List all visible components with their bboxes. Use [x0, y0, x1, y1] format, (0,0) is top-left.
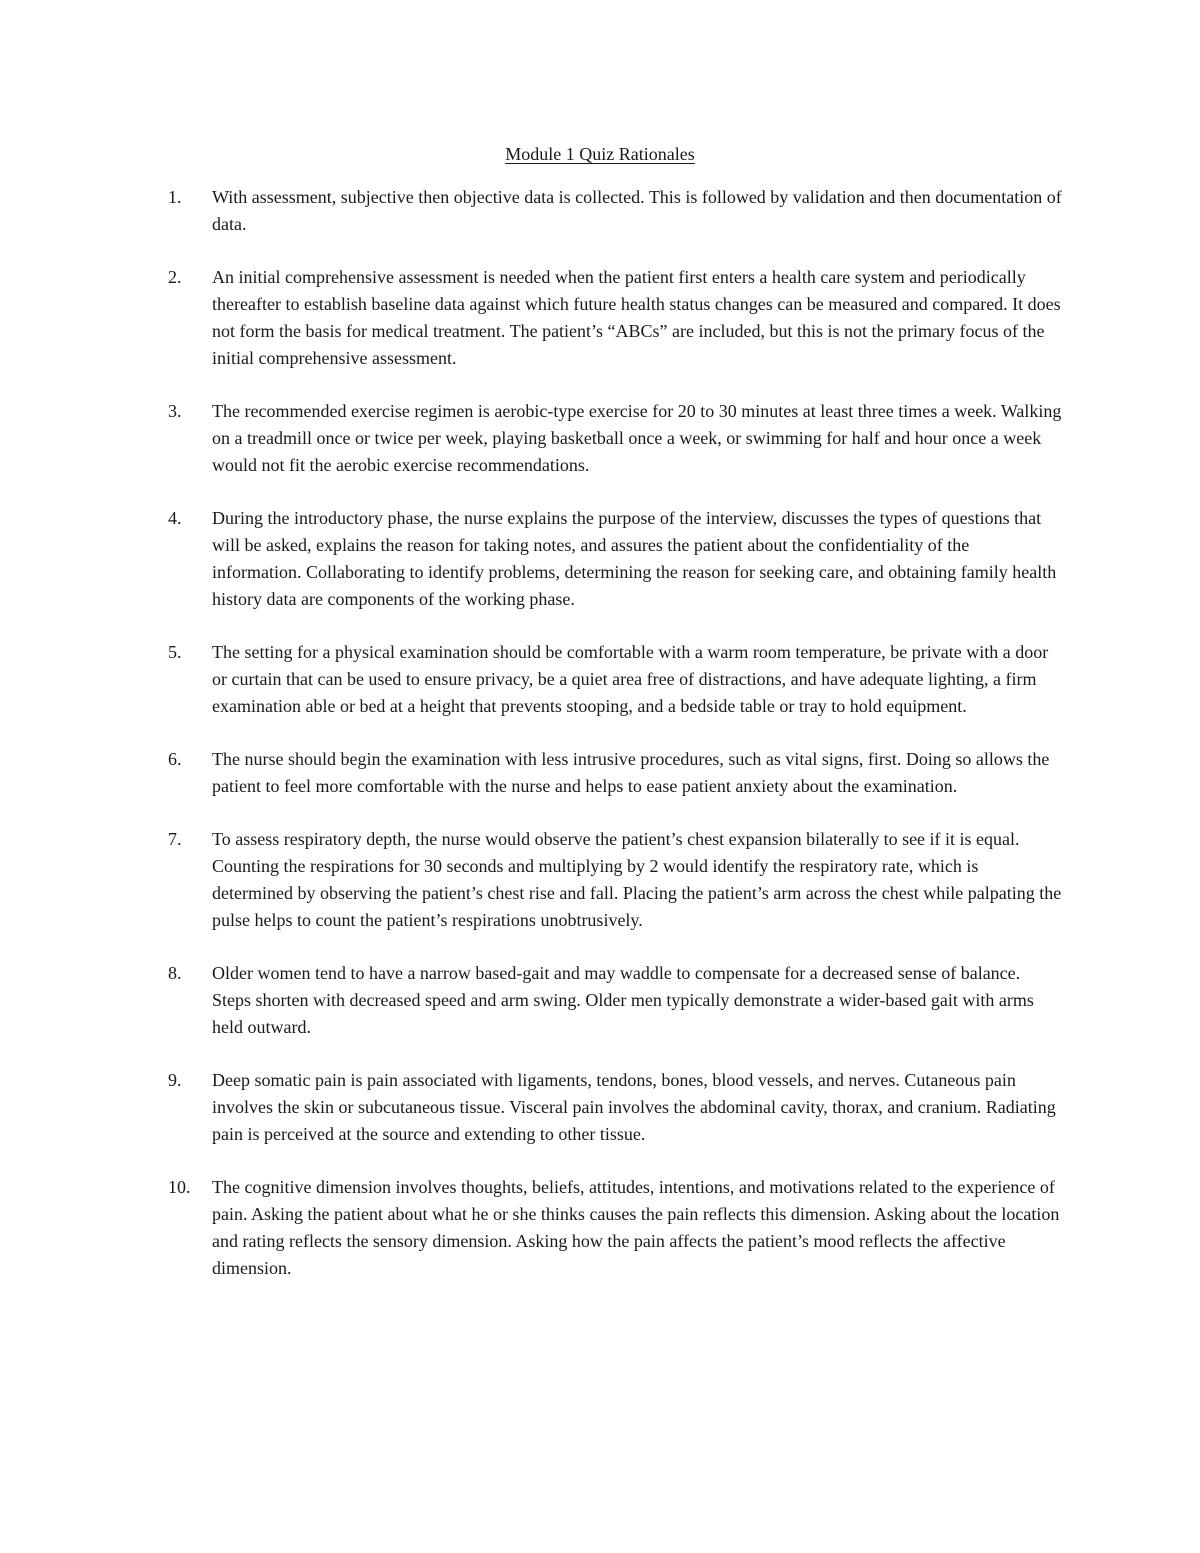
page-title: Module 1 Quiz Rationales	[505, 144, 695, 164]
item-number: 8.	[168, 963, 182, 983]
item-text: To assess respiratory depth, the nurse would observe the patient’s chest expansion bilaterally to see if it is equal. Counting the respirations for 30 seconds and multiplying by 2 would identify the respiratory rate, which is determined by observing the patient’s chest rise and fall. Placing the patient’s arm across the chest while palpating the pulse helps to count the patient’s respirations unobtrusively.	[212, 829, 1062, 930]
item-text: The recommended exercise regimen is aerobic-type exercise for 20 to 30 minutes at least three times a week. Walking on a treadmill once or twice per week, playing basketball once a week, or swimming for half and hour once a week would not fit the aerobic exercise recommendations.	[212, 401, 1062, 475]
item-number: 3.	[168, 401, 182, 421]
item-number: 5.	[168, 642, 182, 662]
list-item	[168, 960, 1063, 1041]
item-text: The nurse should begin the examination with less intrusive procedures, such as vital signs, first. Doing so allows the patient to feel more comfortable with the nurse and helps to ease patient anxiety about the examination.	[212, 749, 1050, 796]
list-item	[168, 398, 1063, 479]
item-text: The setting for a physical examination should be comfortable with a warm room temperature, be private with a door or curtain that can be used to ensure privacy, be a quiet area free of distractions, and have adequate lighting, a firm examination able or bed at a height that prevents stooping, and a bedside table or tray to hold equipment.	[212, 642, 1049, 716]
item-number: 6.	[168, 749, 182, 769]
item-text: During the introductory phase, the nurse explains the purpose of the interview, discusses the types of questions that will be asked, explains the reason for taking notes, and assures the patient about the confidentiality of the information. Collaborating to identify problems, determining the reason for seeking care, and obtaining family health history data are components of the working phase.	[212, 508, 1057, 609]
item-number: 10.	[168, 1177, 191, 1197]
item-number: 1.	[168, 187, 182, 207]
item-number: 2.	[168, 267, 182, 287]
list-item	[168, 1174, 1063, 1282]
item-text: Older women tend to have a narrow based-gait and may waddle to compensate for a decreased sense of balance. Steps shorten with decreased speed and arm swing. Older men typically demonstrate a wider-based gait with arms held outward.	[212, 963, 1034, 1037]
rationale-list	[168, 184, 1063, 1308]
item-text: An initial comprehensive assessment is needed when the patient first enters a health care system and periodically thereafter to establish baseline data against which future health status changes can be measured and compared. It does not form the basis for medical treatment. The patient’s “ABCs” are included, but this is not the primary focus of the initial comprehensive assessment.	[212, 267, 1061, 368]
list-item	[168, 826, 1063, 934]
item-text: With assessment, subjective then objective data is collected. This is followed by validation and then documentation of data.	[212, 187, 1062, 234]
item-number: 4.	[168, 508, 182, 528]
list-item	[168, 505, 1063, 613]
list-item	[168, 639, 1063, 720]
list-item	[168, 1067, 1063, 1148]
item-number: 9.	[168, 1070, 182, 1090]
item-text: The cognitive dimension involves thoughts, beliefs, attitudes, intentions, and motivations related to the experience of pain. Asking the patient about what he or she thinks causes the pain reflects this dimension. Asking about the location and rating reflects the sensory dimension. Asking how the pain affects the patient’s mood reflects the affective dimension.	[212, 1177, 1060, 1278]
item-text: Deep somatic pain is pain associated with ligaments, tendons, bones, blood vessels, and nerves. Cutaneous pain involves the skin or subcutaneous tissue. Visceral pain involves the abdominal cavity, thorax, and cranium. Radiating pain is perceived at the source and extending to other tissue.	[212, 1070, 1056, 1144]
item-number: 7.	[168, 829, 182, 849]
list-item	[168, 746, 1063, 800]
list-item	[168, 264, 1063, 372]
list-item	[168, 184, 1063, 238]
